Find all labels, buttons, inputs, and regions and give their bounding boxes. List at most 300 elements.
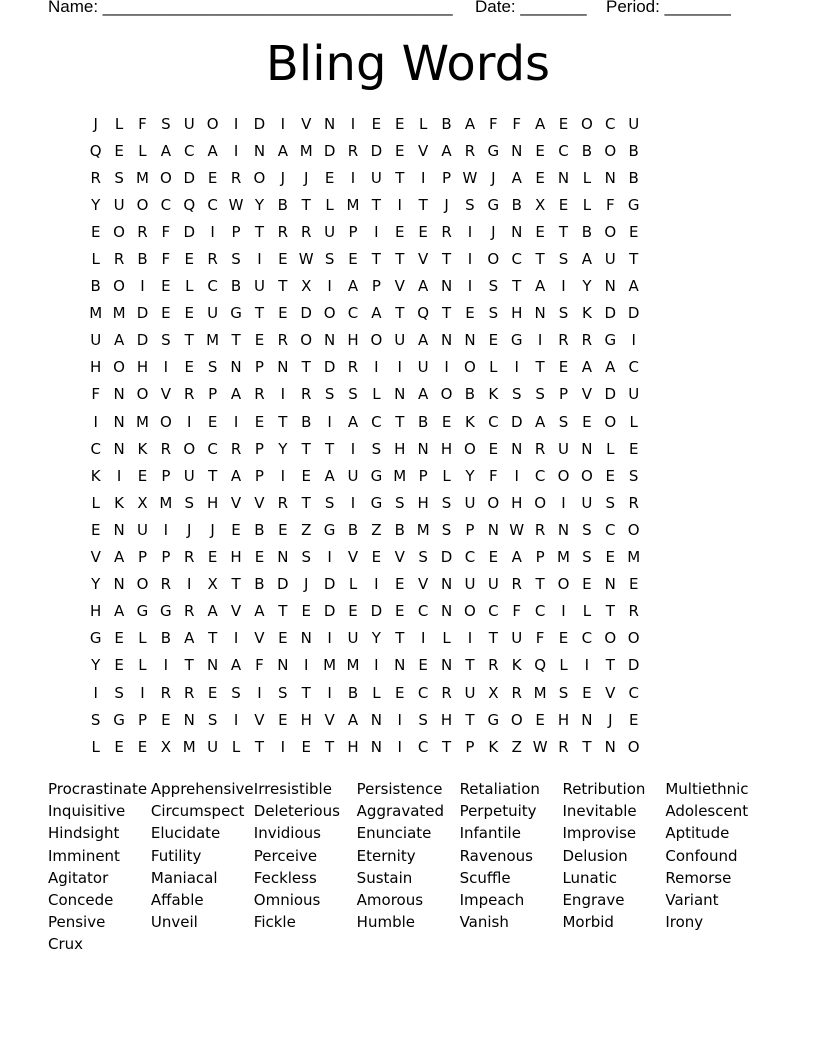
grid-letter: O	[370, 331, 383, 350]
grid-letter: I	[350, 493, 356, 512]
grid-letter: O	[323, 304, 336, 323]
grid-letter: U	[628, 385, 640, 404]
grid-letter: I	[514, 466, 519, 485]
grid-letter: E	[628, 439, 639, 458]
grid-letter: O	[627, 629, 640, 648]
grid-letter: E	[278, 250, 288, 269]
grid-letter: K	[581, 304, 592, 323]
grid-letter: T	[208, 466, 218, 485]
grid-letter: E	[558, 358, 569, 377]
grid-letter: U	[370, 168, 382, 187]
grid-letter: U	[136, 520, 148, 539]
grid-letter: R	[300, 222, 312, 241]
grid-letter: N	[440, 331, 453, 350]
grid-letter: N	[370, 737, 382, 756]
grid-letter: Z	[371, 520, 382, 539]
grid-letter: R	[558, 331, 569, 350]
grid-letter: D	[136, 304, 149, 323]
grid-letter: N	[113, 439, 125, 458]
word-list-item: Remorse	[665, 868, 732, 887]
grid-letter: I	[374, 358, 379, 377]
grid-letter: S	[324, 250, 335, 269]
grid-letter: H	[90, 602, 102, 621]
grid-letter: O	[604, 629, 617, 648]
grid-letter: A	[418, 385, 429, 404]
grid-letter: S	[278, 683, 288, 702]
grid-letter: G	[487, 141, 500, 160]
grid-letter: I	[187, 575, 192, 594]
grid-row	[84, 381, 645, 408]
grid-letter: I	[467, 222, 473, 241]
grid-letter: I	[303, 656, 309, 675]
word-list-item: Engrave	[562, 891, 625, 910]
grid-letter: R	[160, 575, 172, 594]
grid-letter: R	[534, 439, 546, 458]
grid-letter: B	[441, 114, 452, 133]
grid-letter: E	[395, 575, 405, 594]
grid-row	[84, 408, 645, 435]
grid-letter: A	[324, 466, 335, 485]
grid-letter: D	[136, 331, 149, 350]
grid-row	[84, 598, 645, 625]
grid-letter: S	[418, 548, 428, 567]
grid-letter: A	[230, 385, 242, 404]
grid-letter: L	[418, 114, 428, 133]
grid-letter: O	[627, 520, 640, 539]
grid-letter: B	[230, 277, 242, 296]
grid-letter: H	[440, 439, 453, 458]
word-list-item: Persistence	[356, 780, 443, 798]
grid-letter: U	[604, 250, 616, 269]
grid-letter: A	[113, 602, 125, 621]
grid-letter: N	[604, 737, 616, 756]
name-field: Name: _____________________________________	[48, 0, 453, 16]
grid-row	[84, 191, 645, 218]
grid-letter: R	[160, 683, 172, 702]
grid-letter: E	[371, 114, 382, 133]
grid-letter: E	[395, 114, 405, 133]
grid-letter: P	[465, 520, 475, 539]
grid-letter: I	[116, 466, 122, 485]
grid-letter: I	[233, 710, 239, 729]
grid-letter: L	[629, 412, 638, 431]
grid-letter: C	[628, 358, 639, 377]
grid-letter: H	[511, 493, 523, 512]
period-field: Period: _______	[606, 0, 731, 16]
grid-letter: E	[558, 629, 569, 648]
grid-letter: D	[323, 141, 336, 160]
grid-letter: N	[604, 168, 616, 187]
grid-letter: S	[558, 412, 569, 431]
grid-letter: M	[206, 331, 220, 350]
grid-letter: A	[511, 548, 522, 567]
grid-letter: S	[488, 277, 499, 296]
grid-letter: E	[114, 141, 124, 160]
grid-letter: U	[207, 304, 219, 323]
grid-letter: M	[182, 737, 196, 756]
grid-letter: M	[393, 466, 407, 485]
grid-letter: M	[416, 520, 430, 539]
grid-letter: O	[534, 493, 547, 512]
grid-letter: G	[323, 520, 336, 539]
grid-letter: E	[418, 656, 428, 675]
grid-letter: I	[93, 412, 98, 431]
grid-letter: Y	[465, 466, 475, 485]
grid-letter: O	[604, 222, 617, 241]
word-list-item: Perpetuity	[459, 802, 537, 821]
grid-letter: R	[184, 683, 195, 702]
grid-letter: C	[207, 439, 218, 458]
grid-letter: X	[301, 277, 312, 296]
grid-letter: R	[628, 602, 639, 621]
word-list-item: Delusion	[562, 846, 628, 865]
grid-letter: C	[605, 520, 616, 539]
grid-letter: N	[323, 114, 336, 133]
grid-letter: T	[395, 168, 405, 187]
word-list-item: Futility	[150, 846, 202, 865]
grid-letter: V	[230, 493, 242, 512]
grid-letter: E	[488, 439, 499, 458]
grid-letter: I	[561, 277, 566, 296]
grid-letter: E	[301, 737, 311, 756]
grid-letter: N	[511, 439, 523, 458]
grid-letter: H	[136, 358, 149, 377]
grid-letter: A	[277, 141, 288, 160]
grid-letter: E	[137, 466, 148, 485]
grid-letter: M	[89, 304, 103, 323]
grid-letter: P	[254, 358, 264, 377]
grid-letter: I	[514, 358, 519, 377]
grid-letter: A	[418, 331, 429, 350]
grid-letter: E	[465, 304, 475, 323]
grid-letter: F	[512, 602, 522, 621]
word-list-item: Lunatic	[562, 868, 618, 887]
grid-row	[84, 462, 645, 489]
grid-letter: F	[91, 385, 101, 404]
grid-letter: O	[113, 358, 125, 377]
grid-letter: H	[347, 331, 359, 350]
grid-letter: T	[395, 629, 405, 648]
grid-letter: E	[161, 710, 171, 729]
grid-letter: B	[254, 520, 265, 539]
grid-letter: E	[558, 195, 569, 214]
grid-letter: I	[561, 602, 566, 621]
grid-letter: A	[441, 141, 452, 160]
grid-row	[84, 137, 645, 164]
grid-letter: P	[161, 548, 171, 567]
word-list-item: Hindsight	[48, 824, 120, 843]
grid-letter: R	[347, 358, 359, 377]
grid-letter: N	[113, 412, 125, 431]
grid-letter: N	[557, 520, 570, 539]
grid-letter: A	[371, 304, 382, 323]
grid-letter: A	[254, 602, 265, 621]
grid-letter: L	[582, 168, 592, 187]
grid-letter: B	[137, 250, 148, 269]
grid-letter: V	[254, 493, 265, 512]
word-list-item: Humble	[356, 913, 415, 932]
grid-letter: T	[535, 250, 545, 269]
grid-letter: R	[534, 520, 546, 539]
grid-letter: R	[90, 168, 101, 187]
grid-letter: A	[184, 629, 195, 648]
grid-letter: T	[582, 737, 592, 756]
grid-letter: A	[230, 656, 242, 675]
grid-letter: T	[535, 358, 545, 377]
grid-letter: R	[184, 602, 195, 621]
word-list	[48, 778, 788, 956]
grid-letter: T	[605, 656, 615, 675]
grid-letter: E	[395, 602, 405, 621]
grid-letter: B	[301, 412, 312, 431]
grid-letter: P	[231, 222, 241, 241]
word-list-item: Inevitable	[562, 802, 637, 821]
grid-letter: G	[113, 710, 125, 729]
grid-letter: T	[254, 737, 265, 756]
grid-letter: K	[90, 466, 101, 485]
grid-letter: T	[488, 629, 498, 648]
grid-letter: T	[512, 277, 522, 296]
grid-letter: T	[441, 250, 452, 269]
grid-letter: B	[90, 277, 101, 296]
grid-letter: Q	[534, 656, 547, 675]
grid-letter: K	[114, 493, 124, 512]
grid-letter: J	[303, 168, 309, 187]
grid-letter: R	[581, 331, 593, 350]
word-list-item: Elucidate	[150, 824, 221, 843]
grid-letter: T	[301, 493, 311, 512]
grid-letter: S	[395, 493, 405, 512]
grid-letter: X	[534, 195, 546, 214]
grid-letter: R	[300, 385, 312, 404]
grid-letter: E	[161, 277, 171, 296]
grid-letter: P	[348, 222, 358, 241]
grid-letter: T	[231, 331, 241, 350]
grid-row	[84, 300, 645, 327]
grid-letter: I	[233, 412, 239, 431]
grid-letter: I	[374, 575, 379, 594]
grid-letter: E	[207, 683, 218, 702]
grid-letter: N	[604, 277, 616, 296]
grid-letter: A	[534, 412, 546, 431]
grid-letter: I	[561, 493, 566, 512]
grid-letter: N	[207, 656, 219, 675]
grid-letter: J	[93, 114, 98, 133]
grid-letter: S	[535, 385, 545, 404]
grid-letter: S	[114, 683, 124, 702]
grid-letter: I	[280, 737, 286, 756]
word-list-item: Apprehensive	[150, 780, 254, 798]
grid-letter: A	[418, 277, 429, 296]
grid-letter: N	[464, 331, 476, 350]
grid-letter: P	[137, 548, 147, 567]
grid-letter: I	[140, 683, 145, 702]
grid-letter: A	[605, 358, 616, 377]
grid-letter: M	[346, 656, 360, 675]
grid-letter: B	[511, 195, 522, 214]
grid-letter: T	[629, 250, 639, 269]
grid-letter: N	[440, 656, 453, 675]
grid-letter: T	[558, 222, 569, 241]
grid-letter: C	[534, 602, 546, 621]
grid-letter: I	[280, 385, 286, 404]
grid-letter: N	[394, 656, 406, 675]
grid-letter: T	[301, 683, 311, 702]
grid-letter: S	[184, 493, 195, 512]
grid-letter: E	[488, 331, 499, 350]
grid-letter: H	[511, 304, 523, 323]
word-list-item: Feckless	[253, 868, 317, 887]
grid-letter: M	[159, 493, 173, 512]
grid-letter: S	[465, 195, 475, 214]
grid-letter: O	[136, 575, 149, 594]
grid-row	[84, 435, 645, 462]
grid-letter: R	[207, 250, 218, 269]
grid-letter: N	[113, 385, 125, 404]
word-list-item: Agitator	[48, 868, 109, 887]
grid-letter: H	[417, 493, 429, 512]
grid-letter: S	[441, 493, 452, 512]
word-list-item: Amorous	[356, 891, 424, 910]
grid-letter: E	[441, 412, 452, 431]
grid-letter: O	[113, 222, 125, 241]
grid-letter: H	[557, 710, 570, 729]
grid-letter: I	[280, 114, 286, 133]
grid-letter: V	[301, 114, 312, 133]
grid-letter: D	[604, 304, 617, 323]
grid-letter: G	[510, 331, 523, 350]
grid-letter: G	[627, 195, 640, 214]
grid-letter: C	[581, 629, 593, 648]
grid-letter: N	[511, 222, 523, 241]
grid-letter: N	[534, 304, 546, 323]
grid-letter: E	[558, 114, 569, 133]
grid-letter: E	[348, 250, 358, 269]
grid-letter: I	[163, 520, 169, 539]
grid-letter: Q	[183, 195, 196, 214]
grid-letter: R	[511, 575, 522, 594]
grid-letter: R	[160, 439, 172, 458]
grid-letter: G	[230, 304, 242, 323]
word-list-item: Adolescent	[665, 802, 749, 821]
grid-letter: R	[558, 737, 569, 756]
grid-letter: I	[420, 629, 426, 648]
word-list-item: Scuffle	[459, 868, 511, 887]
grid-letter: M	[112, 304, 126, 323]
grid-letter: R	[628, 493, 639, 512]
grid-letter: C	[90, 439, 101, 458]
grid-letter: L	[582, 195, 592, 214]
grid-letter: D	[370, 141, 383, 160]
word-list-item: Concede	[48, 891, 114, 910]
grid-letter: S	[605, 493, 616, 512]
grid-letter: V	[324, 710, 335, 729]
grid-letter: C	[207, 195, 218, 214]
header	[48, 0, 748, 21]
grid-letter: O	[580, 114, 593, 133]
grid-letter: Q	[417, 304, 430, 323]
grid-row	[84, 516, 645, 543]
grid-letter: V	[418, 575, 429, 594]
grid-letter: G	[136, 602, 149, 621]
grid-letter: C	[417, 683, 429, 702]
word-list-item: Retaliation	[459, 780, 540, 798]
grid-letter: S	[582, 520, 592, 539]
grid-letter: M	[136, 412, 149, 431]
grid-letter: F	[138, 114, 147, 133]
word-list-item: Procrastinate	[48, 780, 148, 798]
grid-letter: B	[418, 412, 429, 431]
grid-letter: S	[231, 683, 241, 702]
word-list-item: Maniacal	[150, 868, 218, 887]
grid-letter: R	[441, 683, 452, 702]
grid-letter: I	[350, 168, 356, 187]
grid-letter: V	[230, 602, 242, 621]
grid-letter: C	[417, 737, 429, 756]
grid-letter: D	[370, 602, 383, 621]
grid-letter: L	[91, 250, 100, 269]
grid-letter: V	[254, 629, 265, 648]
grid-letter: B	[628, 168, 639, 187]
grid-letter: F	[512, 114, 522, 133]
grid-letter: D	[604, 385, 617, 404]
grid-letter: O	[487, 250, 500, 269]
grid-letter: I	[210, 222, 215, 241]
grid-letter: S	[488, 304, 499, 323]
grid-letter: O	[440, 385, 453, 404]
grid-letter: C	[347, 304, 359, 323]
grid-letter: T	[418, 195, 428, 214]
grid-letter: Y	[278, 439, 288, 458]
grid-letter: I	[467, 629, 473, 648]
grid-row	[84, 273, 645, 300]
word-list-item: Variant	[665, 891, 719, 910]
grid-letter: E	[161, 304, 171, 323]
grid-letter: A	[160, 141, 171, 160]
grid-row	[84, 164, 645, 191]
grid-letter: I	[350, 439, 356, 458]
grid-letter: K	[488, 737, 499, 756]
grid-row	[84, 245, 645, 272]
grid-letter: D	[183, 222, 196, 241]
grid-letter: O	[464, 602, 476, 621]
grid-letter: O	[159, 168, 172, 187]
word-list-item: Imminent	[48, 846, 120, 865]
grid-letter: U	[347, 466, 359, 485]
grid-letter: Y	[371, 629, 381, 648]
grid-letter: P	[442, 168, 452, 187]
grid-letter: S	[582, 548, 592, 567]
grid-letter: E	[418, 222, 428, 241]
grid-letter: E	[231, 520, 241, 539]
grid-letter: T	[325, 737, 335, 756]
grid-letter: N	[183, 710, 195, 729]
grid-letter: R	[230, 168, 242, 187]
grid-letter: G	[370, 493, 383, 512]
word-list-item: Morbid	[562, 913, 614, 932]
grid-letter: L	[325, 195, 334, 214]
grid-letter: O	[487, 493, 500, 512]
grid-letter: U	[183, 466, 195, 485]
grid-letter: N	[300, 629, 312, 648]
grid-letter: T	[301, 439, 311, 458]
grid-letter: C	[371, 412, 382, 431]
grid-letter: L	[91, 737, 100, 756]
grid-letter: T	[441, 304, 452, 323]
grid-letter: I	[233, 629, 239, 648]
grid-letter: I	[233, 114, 239, 133]
grid-letter: K	[465, 412, 475, 431]
